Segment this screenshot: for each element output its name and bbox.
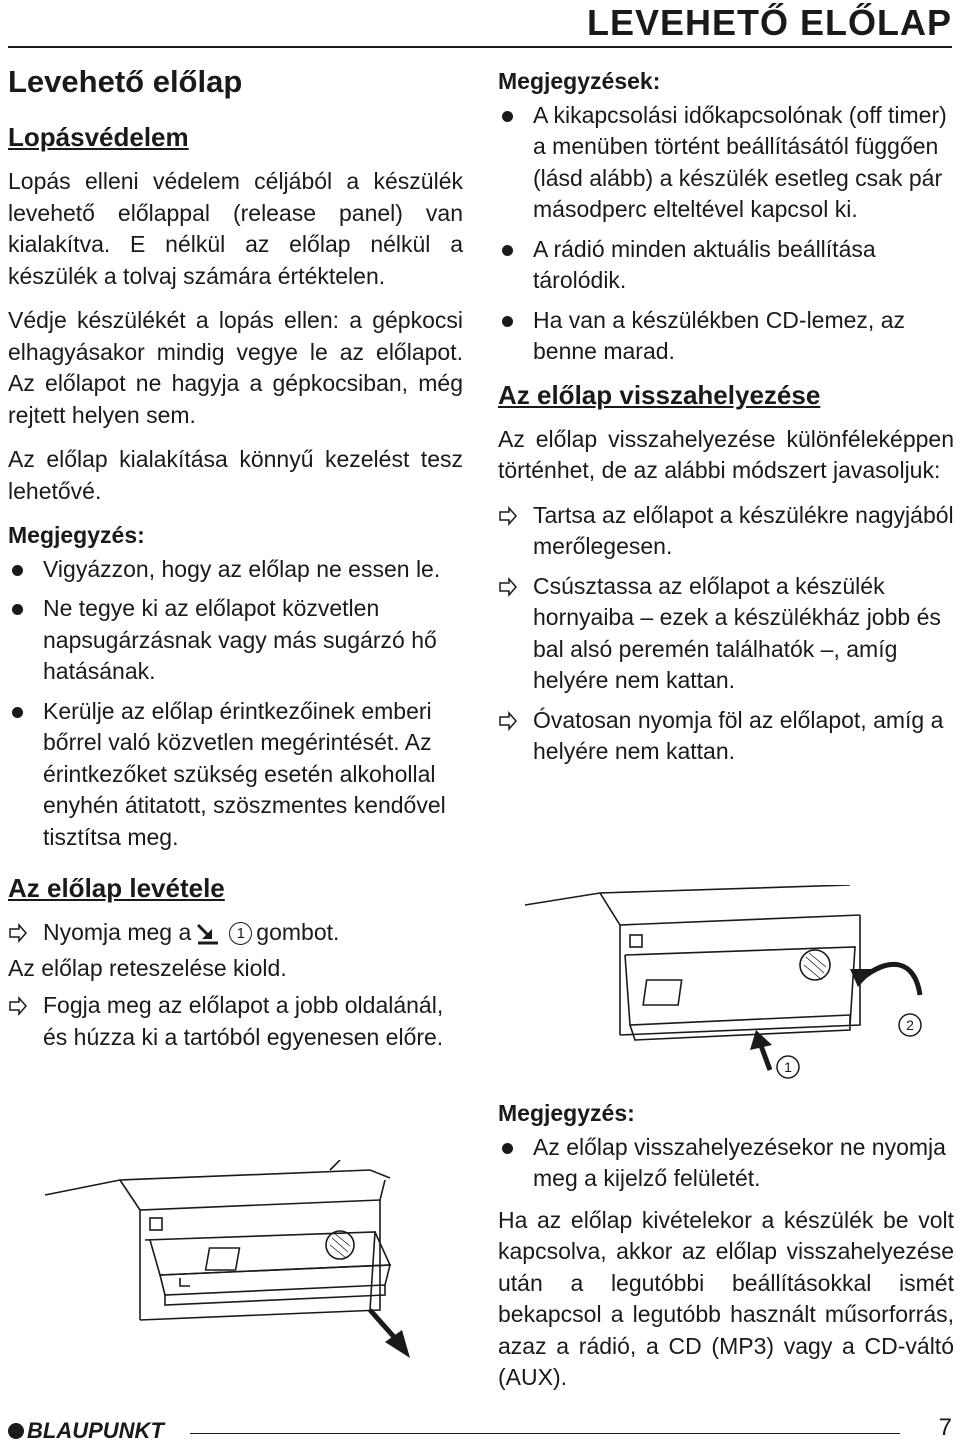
reinstall-heading: Az előlap visszahelyezése (498, 379, 821, 410)
note-text: Ne tegye ki az előlapot közvetlen napsugárzásnak vagy más sugárzó hő hatásának. (43, 595, 437, 684)
note-label: Megjegyzés: (8, 522, 145, 548)
figure-label-2 (899, 1014, 921, 1036)
theft-protection-heading: Lopásvédelem (8, 122, 189, 152)
removal-heading: Az előlap levétele (8, 873, 225, 903)
note-item (498, 1132, 954, 1195)
note-text: A kikapcsolási időkapcsolónak (off timer) a menüben történt beállításától függően (lásd alább) a készülék esetleg csak pár másodperc elteltével kapcsol ki. (533, 101, 947, 222)
removal-result: Az előlap reteszelése kiold. (8, 954, 287, 981)
footer-rule (190, 1433, 900, 1434)
notes-label: Megjegyzések: (498, 68, 661, 94)
step-arrow-icon (498, 711, 518, 731)
reinstall-step (498, 500, 954, 563)
step-arrow-icon (498, 577, 518, 597)
note-text: Vigyázzon, hogy az előlap ne essen le. (43, 555, 441, 582)
closing-paragraph: Ha az előlap kivételekor a készülék be volt kapcsolva, akkor az előlap visszahelyezése után a legutóbbi beállításokkal ismét bekapcsol a legutóbb használt műsorforrás, azaz a rádió, a CD (MP3) vagy a CD-váltó (AUX). (498, 1206, 954, 1390)
step-text-suffix: gombot. (256, 919, 340, 945)
step-text: Tartsa az előlapot a készülékre nagyjából merőlegesen. (533, 501, 954, 559)
panel-removal-illustration (40, 1160, 460, 1380)
note-item (498, 100, 954, 226)
reinstall-step (498, 705, 954, 768)
figure-label-1-text: 1 (784, 1059, 792, 1075)
note-text: Ha van a készülékben CD-lemez, az benne marad. (533, 306, 905, 364)
step-text: Fogja meg az előlapot a jobb oldalánál, és húzza ki a tartóból egyenesen előre. (43, 992, 444, 1050)
step-text-prefix: Nyomja meg a (43, 919, 192, 945)
step-arrow-icon (8, 923, 28, 943)
note-text: Az előlap visszahelyezésekor ne nyomja meg a kijelző felületét. (533, 1133, 946, 1191)
bullet-icon (12, 707, 23, 718)
reinstall-steps (498, 500, 954, 768)
reinstall-step (498, 571, 954, 697)
step-text: Óvatosan nyomja föl az előlapot, amíg a helyére nem kattan. (533, 706, 944, 764)
bullet-icon (502, 111, 513, 122)
right-column-lower (498, 1098, 954, 1407)
header-rule (8, 46, 952, 48)
removal-step (8, 917, 463, 949)
note-item (8, 554, 463, 586)
bullet-icon (502, 1143, 513, 1154)
step-text: Csúsztassa az előlapot a készülék hornyaiba – ezek a készülékház jobb és bal alsó peremén találhatók –, amíg helyére nem kattan. (533, 572, 941, 693)
right-column (498, 66, 954, 778)
note-list (8, 554, 463, 854)
removal-steps (8, 917, 463, 949)
step-arrow-icon (498, 506, 518, 526)
panel-reinstall-illustration (520, 885, 940, 1095)
left-column (8, 62, 463, 1063)
reinstall-intro: Az előlap visszahelyezése különféleképpen történhet, de az alábbi módszert javasoljuk: (498, 425, 954, 483)
bullet-icon (502, 245, 513, 256)
note-text: Kerülje az előlap érintkezőinek emberi bőrrel való közvetlen megérintését. Az érintkezőket szükség esetén alkohollal enyhén átitatott, szöszmentes kendővel tisztítsa meg. (43, 697, 446, 850)
bullet-icon (12, 565, 23, 576)
bullet-icon (502, 316, 513, 327)
note-label: Megjegyzés: (498, 1100, 635, 1126)
release-button-icon (195, 922, 221, 946)
theft-paragraph: Az előlap kialakítása könnyű kezelést tesz lehetővé. (8, 446, 463, 504)
bullet-icon (12, 604, 23, 615)
note-item (8, 593, 463, 688)
figure-label-1 (777, 1056, 799, 1078)
theft-paragraph: Védje készülékét a lopás ellen: a gépkocsi elhagyásakor mindig vegye le az előlapot. Az előlapot ne hagyja a gépkocsiban, még rejtett helyen sem. (8, 307, 463, 428)
removal-step (8, 990, 463, 1053)
note-item (8, 696, 463, 854)
figure-label-2-text: 2 (906, 1017, 914, 1033)
page-number: 7 (938, 1414, 952, 1441)
brand-logo-text: BLAUPUNKT (27, 1418, 164, 1443)
note-list (498, 1132, 954, 1195)
step-arrow-icon (8, 996, 28, 1016)
note-text: A rádió minden aktuális beállítása tárolódik. (533, 235, 876, 293)
logo-dot-icon (8, 1423, 24, 1439)
page-heading: Levehető előlap (8, 64, 243, 99)
brand-logo (8, 1418, 164, 1444)
note-item (498, 305, 954, 368)
notes-list (498, 100, 954, 368)
button-number: 1 (229, 922, 252, 945)
removal-steps (8, 990, 463, 1053)
theft-paragraph: Lopás elleni védelem céljából a készülék levehető előlappal (release panel) van kialakítva. E nélkül az előlap nélkül a készülék a tolvaj számára értéktelen. (8, 168, 463, 289)
note-item (498, 234, 954, 297)
page-header-title: LEVEHETŐ ELŐLAP (586, 2, 952, 43)
